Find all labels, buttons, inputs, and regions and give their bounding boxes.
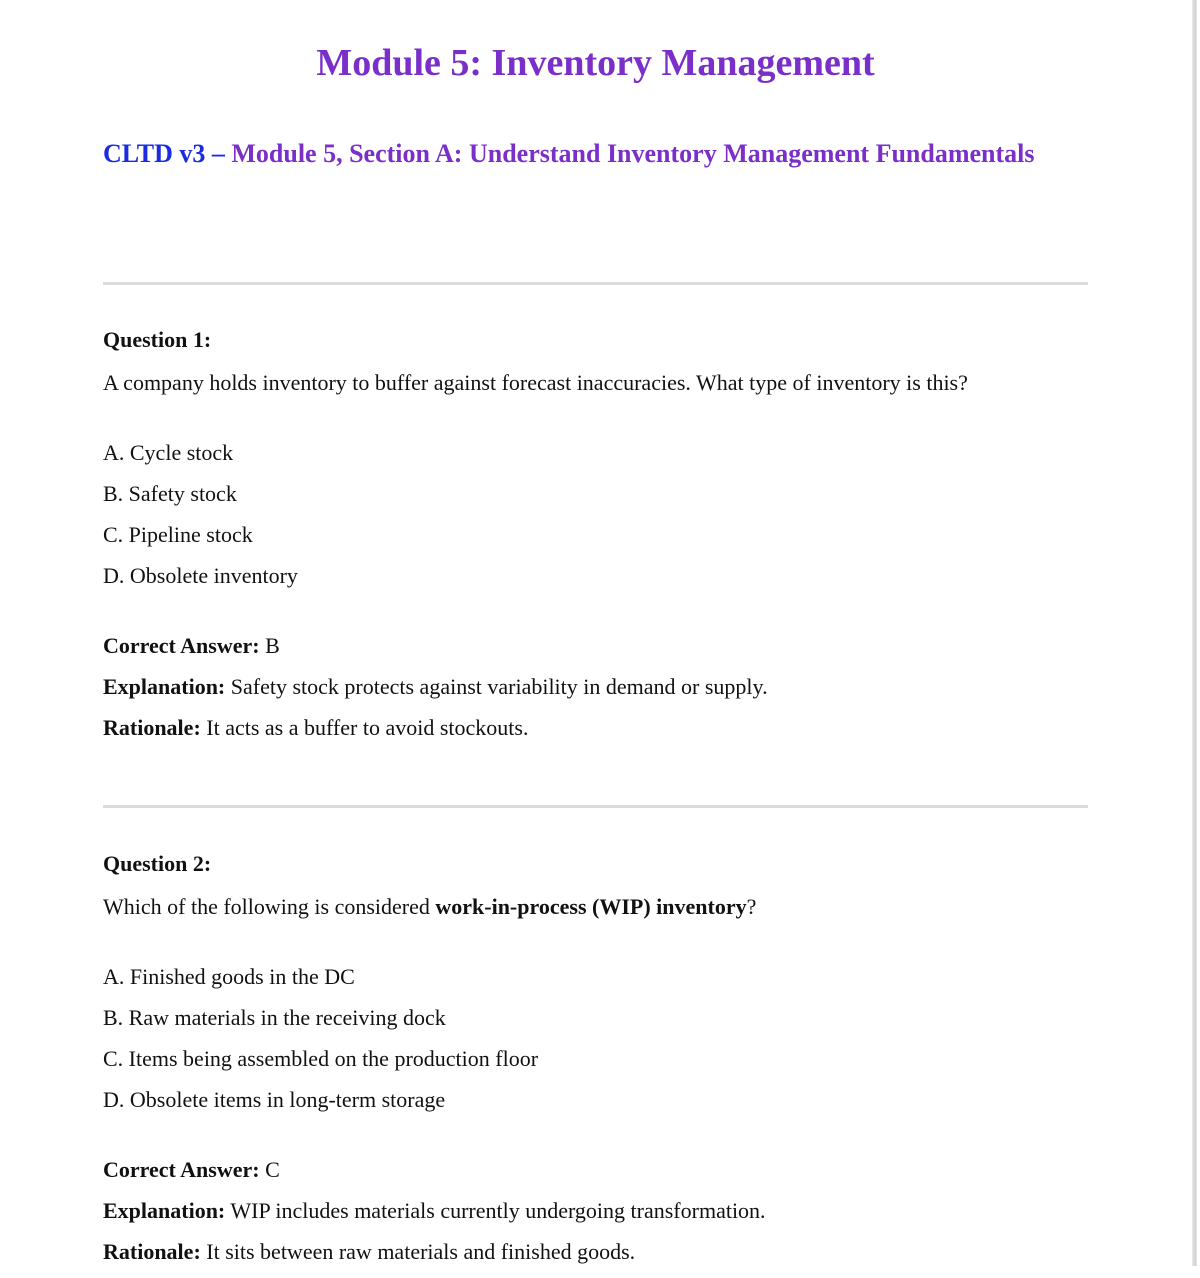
question-heading: Question 1: [103,327,212,352]
question-text-main: Which of the following is considered [103,894,436,919]
divider-rule [103,282,1088,285]
question-heading: Question 2: [103,851,212,876]
correct-answer [103,1155,1088,1185]
rationale-label: Rationale: [103,1239,201,1264]
option-c: C. Pipeline stock [103,522,253,547]
explanation-label: Explanation: [103,674,226,699]
question-block [103,849,1088,1278]
page-edge-shadow [1192,0,1196,1266]
correct-answer-label: Correct Answer: [103,1157,260,1182]
question-text-main: A company holds inventory to buffer against forecast inaccuracies. What type of inventory is this? [103,370,968,395]
answer-options [103,438,1088,591]
subtitle-course-code: CLTD v3 – [103,139,232,168]
answer-details [103,631,1088,743]
correct-answer-value: B [259,633,280,658]
rationale-value: It sits between raw materials and finished goods. [200,1239,636,1264]
question-text [103,892,1088,922]
section-subtitle [103,130,1085,177]
option-a: A. Cycle stock [103,440,234,465]
option-b: B. Raw materials in the receiving dock [103,1005,446,1030]
explanation [103,1196,1088,1226]
explanation-value: Safety stock protects against variability in demand or supply. [225,674,768,699]
rationale-label: Rationale: [103,715,201,740]
rationale-value: It acts as a buffer to avoid stockouts. [200,715,529,740]
answer-options [103,962,1088,1115]
option-b: B. Safety stock [103,481,237,506]
option-a: A. Finished goods in the DC [103,964,355,989]
rationale [103,713,1088,743]
explanation-value: WIP includes materials currently undergoing transformation. [225,1198,766,1223]
explanation [103,672,1088,702]
correct-answer-value: C [259,1157,280,1182]
document-title: Module 5: Inventory Management [316,42,875,84]
option-d: D. Obsolete items in long-term storage [103,1087,446,1112]
explanation-label: Explanation: [103,1198,226,1223]
subtitle-section-name: Module 5, Section A: Understand Inventory Management Fundamentals [231,139,1035,168]
question-text-end: ? [746,894,757,919]
divider-rule [103,805,1088,808]
option-d: D. Obsolete inventory [103,563,298,588]
option-c: C. Items being assembled on the production floor [103,1046,539,1071]
question-block [103,325,1088,754]
answer-details [103,1155,1088,1267]
correct-answer-label: Correct Answer: [103,633,260,658]
question-text-emphasis: work-in-process (WIP) inventory [435,894,747,919]
rationale [103,1237,1088,1267]
correct-answer [103,631,1088,661]
question-text [103,368,1088,398]
